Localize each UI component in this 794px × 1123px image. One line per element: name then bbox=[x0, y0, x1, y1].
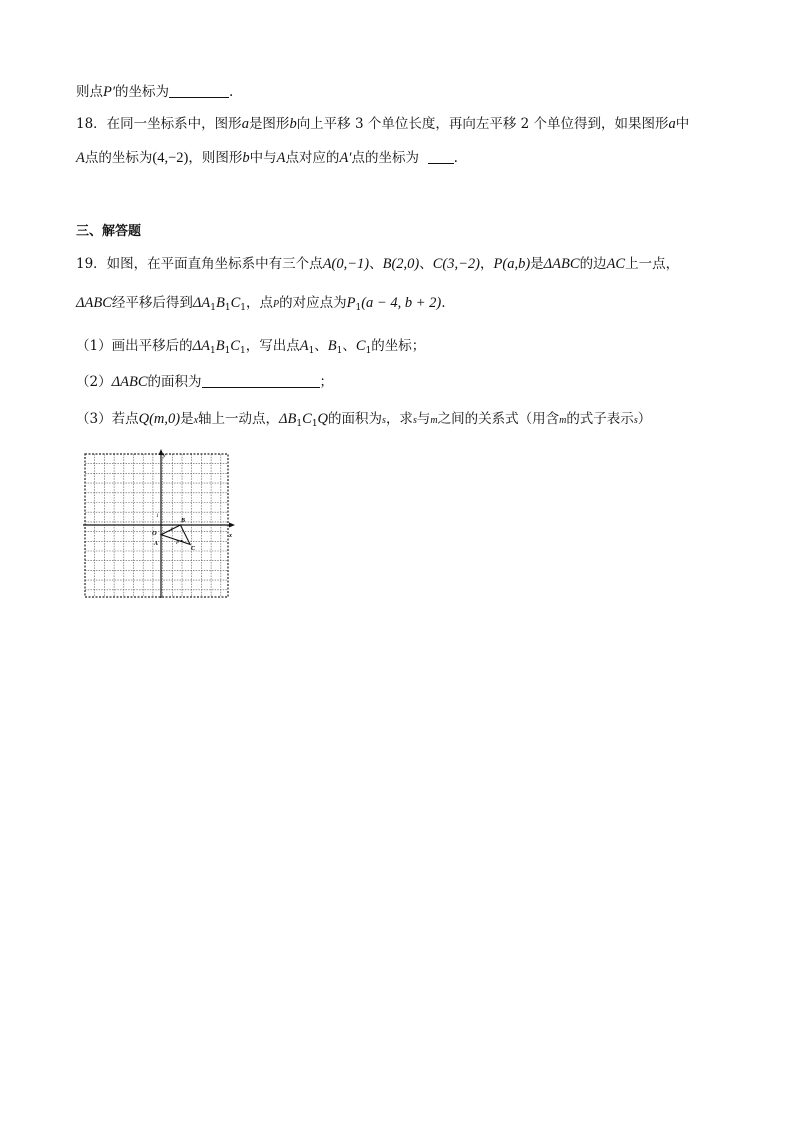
q18-line-2: A点的坐标为(4,−2)，则图形b中与A点对应的A′点的坐标为 . bbox=[76, 150, 458, 166]
answer-blank-q19-2[interactable] bbox=[202, 373, 320, 388]
answer-blank-q18[interactable] bbox=[428, 149, 454, 164]
q19-line-2: ΔABC经平移后得到$\Delta A_1B_1C_1$，点P的对应点为$P_1(a - 4$, b + 2). bbox=[76, 295, 446, 313]
q18-line-1: 18．在同一坐标系中，图形a是图形b向上平移 3 个单位长度，再向左平移 2 个单位得到，如果图形a中 bbox=[76, 116, 690, 132]
label-a: A bbox=[154, 541, 159, 547]
point-p bbox=[181, 540, 183, 542]
label-x: x bbox=[229, 533, 232, 539]
answer-blank-q17[interactable] bbox=[169, 83, 229, 98]
label-p: P bbox=[176, 541, 180, 546]
label-y: y bbox=[163, 453, 166, 459]
label-c: C bbox=[191, 546, 196, 552]
q19-part-2: （2）ΔABC的面积为 ； bbox=[76, 374, 333, 390]
q19-part-1: （1）画出平移后的$\Delta A_1B_1C_1$，写出点$A_1$、$B_1$、$C_1$的坐标； bbox=[76, 338, 426, 356]
label-o: O bbox=[152, 530, 157, 537]
q19-part-3: （3）若点Q(m,0)是x轴上一动点，$\Delta B_1C_1Q$的面积为s，求s与m之间的关系式（用含m的式子表示s） bbox=[76, 411, 652, 429]
coordinate-grid-figure bbox=[80, 448, 240, 600]
q19-line-1: 19．如图，在平面直角坐标系中有三个点A(0,−1)、B(2,0)、C(3,−2)，P(a,b)是ΔABC的边AC上一点， bbox=[76, 256, 680, 272]
label-one-x: 1 bbox=[170, 528, 173, 533]
x-axis-arrow bbox=[229, 523, 235, 528]
label-b: B bbox=[181, 518, 186, 524]
q17-tail: 则点P′的坐标为 . bbox=[76, 84, 234, 100]
label-one-y: 1 bbox=[156, 514, 159, 519]
section-title: 三、解答题 bbox=[76, 224, 142, 239]
